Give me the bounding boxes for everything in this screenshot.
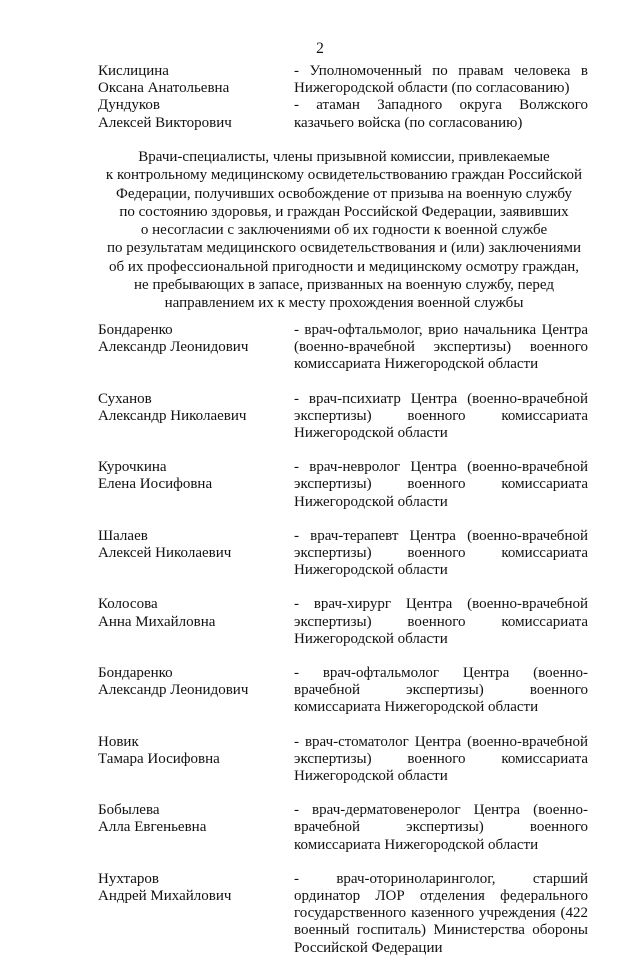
heading-line: об их профессиональной пригодности и медицинскому осмотру граждан, [108, 258, 580, 275]
list-item [98, 391, 590, 443]
list-item [98, 871, 590, 957]
heading-line: направлением их к месту прохождения военной службы [164, 295, 524, 312]
doctor-name [98, 391, 294, 443]
member-given-names: Оксана Анатольевна [98, 80, 230, 97]
list-item [98, 97, 590, 131]
doctor-role: - врач-терапевт Центра (военно-врачебной экспертизы) военного комиссариата Нижегородской области [294, 527, 588, 579]
doctor-role: - врач-стоматолог Центра (военно-врачебной экспертизы) военного комиссариата Нижегородской области [294, 733, 588, 785]
doctors-list [98, 322, 590, 957]
doctor-given-names: Александр Леонидович [98, 339, 249, 356]
heading-line: Врачи-специалисты, члены призывной комиссии, привлекаемые [138, 149, 550, 165]
member-surname: Дундуков [98, 97, 160, 114]
doctor-name [98, 596, 294, 648]
doctor-name [98, 322, 294, 374]
doctor-name [98, 802, 294, 854]
doctor-surname: Новик [98, 733, 139, 750]
doctor-role: - врач-психиатр Центра (военно-врачебной экспертизы) военного комиссариата Нижегородской области [294, 390, 588, 442]
member-name [98, 97, 294, 131]
list-item [98, 802, 590, 854]
doctor-surname: Шалаев [98, 527, 148, 544]
list-item [98, 322, 590, 374]
doctor-name [98, 871, 294, 957]
heading-line: по результатам медицинского освидетельствования и (или) заключениями [106, 240, 581, 257]
list-item [98, 63, 590, 97]
doctor-given-names: Елена Иосифовна [98, 476, 213, 493]
doctor-surname: Колосова [98, 596, 158, 613]
member-given-names: Алексей Викторович [98, 114, 232, 131]
doctor-given-names: Алла Евгеньевна [98, 819, 207, 836]
list-item [98, 528, 590, 580]
doctor-role: - врач-хирург Центра (военно-врачебной экспертизы) военного комиссариата Нижегородской области [294, 596, 588, 647]
list-item [98, 596, 590, 648]
doctor-surname: Нухтаров [98, 870, 159, 887]
doctor-role: - врач-офтальмолог, врио начальника Центра (военно-врачебной экспертизы) военного комиссариата Нижегородской области [294, 322, 588, 373]
section-heading [98, 148, 590, 313]
member-surname: Кислицина [98, 63, 169, 79]
member-role: - атаман Западного округа Волжского казачьего войска (по согласованию) [294, 97, 588, 131]
member-role: - Уполномоченный по правам человека в Нижегородской области (по согласованию) [294, 63, 588, 97]
heading-line: к контрольному медицинскому освидетельствованию граждан Российской [105, 167, 583, 184]
member-name [98, 63, 294, 97]
doctor-surname: Бондаренко [98, 665, 173, 682]
doctor-role: - врач-невролог Центра (военно-врачебной экспертизы) военного комиссариата Нижегородской области [294, 459, 588, 510]
doctor-given-names: Александр Николаевич [98, 407, 247, 424]
doctor-given-names: Андрей Михайлович [98, 888, 232, 905]
list-item [98, 734, 590, 786]
doctor-surname: Бондаренко [98, 322, 173, 338]
heading-line: по состоянию здоровья, и граждан Российской Федерации, заявивших [119, 203, 569, 220]
list-item [98, 459, 590, 511]
doctor-name [98, 665, 294, 717]
doctor-given-names: Алексей Николаевич [98, 545, 232, 562]
doctor-given-names: Александр Леонидович [98, 682, 249, 699]
heading-line: о несогласии с заключениями об их годности к военной службе [140, 222, 548, 239]
doctor-given-names: Тамара Иосифовна [98, 750, 220, 767]
doctor-surname: Бобылева [98, 802, 160, 819]
doctor-name [98, 734, 294, 786]
doctor-given-names: Анна Михайловна [98, 613, 216, 630]
page-number: 2 [316, 40, 324, 57]
doctor-role: - врач-офтальмолог Центра (военно-врачебной экспертизы) военного комиссариата Нижегородской области [294, 665, 588, 716]
heading-line: не пребывающих в запасе, призванных на военную службу, перед [134, 277, 554, 294]
doctor-name [98, 459, 294, 511]
doctor-surname: Суханов [98, 390, 152, 407]
doctor-surname: Курочкина [98, 459, 167, 476]
commission-members-list [98, 63, 590, 132]
doctor-role: - врач-дерматовенеролог Центра (военно-врачебной экспертизы) военного комиссариата Нижегородской области [294, 802, 588, 853]
doctor-name [98, 528, 294, 580]
heading-line: Федерации, получивших освобождение от призыва на военную службу [116, 185, 572, 202]
list-item [98, 665, 590, 717]
doctor-role: - врач-оториноларинголог, старший ординатор ЛОР отделения федерального государственного казенного учреждения (422 военный госпиталь) Министерства обороны Российской Федерации [294, 870, 588, 956]
